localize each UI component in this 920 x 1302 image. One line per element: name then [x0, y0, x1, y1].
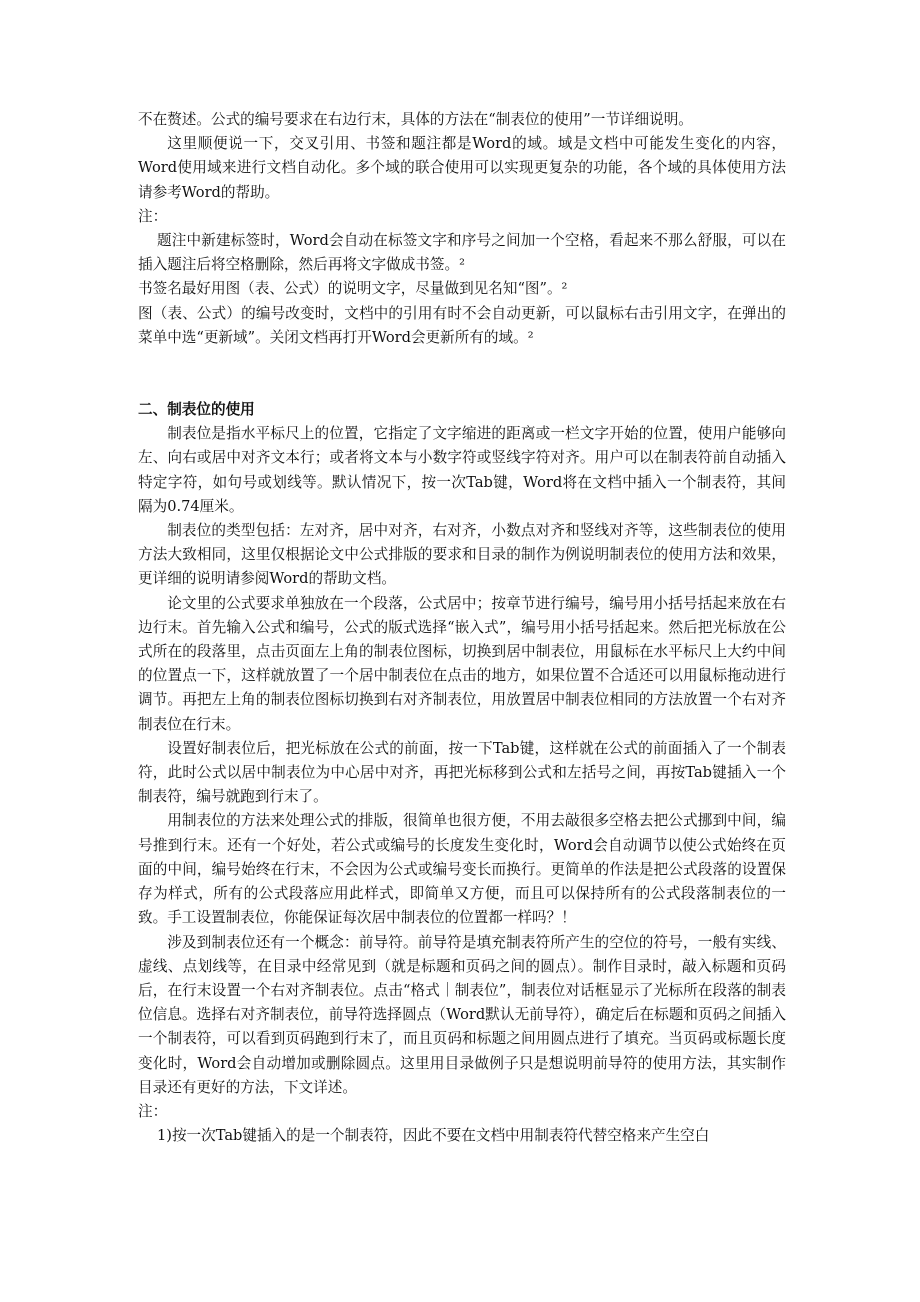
paragraph-tab-benefits: 用制表位的方法来处理公式的排版，很简单也很方便，不用去敲很多空格去把公式挪到中间，编号推到行末。还有一个好处，若公式或编号的长度发生变化时，Word会自动调节以使公式始终在页面的中间，编号始终在行末，不会因为公式或编号变长而换行。更简单的作法是把公式段落的设置保存为样式，所有的公式段落应用此样式，即简单又方便，而且可以保持所有的公式段落制表位的一致。手工设置制表位，你能保证每次居中制表位的位置都一样吗？！ — [138, 812, 786, 927]
paragraph-tab-types: 制表位的类型包括：左对齐，居中对齐，右对齐，小数点对齐和竖线对齐等，这些制表位的使用方法大致相同，这里仅根据论文中公式排版的要求和目录的制作为例说明制表位的使用方法和效果，更详细的说明请参阅Word的帮助文档。 — [138, 522, 786, 588]
note-item-1: 题注中新建标签时，Word会自动在标签文字和序号之间加一个空格，看起来不那么舒服，可以在插入题注后将空格删除，然后再将文字做成书签。² — [138, 232, 786, 274]
paragraph-continuation: 不在赘述。公式的编号要求在右边行末，具体的方法在“制表位的使用”一节详细说明。 — [138, 111, 693, 128]
paragraph-formula-layout: 论文里的公式要求单独放在一个段落，公式居中；按章节进行编号，编号用小括号括起来放在右边行末。首先输入公式和编号，公式的版式选择“嵌入式”，编号用小括号括起来。然后把光标放在公式所在的段落里，点击页面左上角的制表位图标，切换到居中制表位，用鼠标在水平标尺上大约中间的位置点一下，这样就放置了一个居中制表位在点击的地方，如果位置不合适还可以用鼠标拖动进行调节。再把左上角的制表位图标切换到右对齐制表位，用放置居中制表位相同的方法放置一个右对齐制表位在行末。 — [138, 594, 786, 733]
note-item-tab: 1)按一次Tab键插入的是一个制表符，因此不要在文档中用制表符代替空格来产生空白 — [156, 1127, 710, 1145]
paragraph-fields: 这里顺便说一下，交叉引用、书签和题注都是Word的域。域是文档中可能发生变化的内容，Word使用域来进行文档自动化。多个域的联合使用可以实现更复杂的功能，各个域的具体使用方法请参考Word的帮助。 — [138, 135, 786, 201]
section-heading: 二、制表位的使用 — [138, 401, 255, 419]
document-page — [138, 108, 786, 1148]
note-item-2: 书签名最好用图（表、公式）的说明文字，尽量做到见名知“图”。² — [138, 280, 568, 298]
paragraph-leader: 涉及到制表位还有一个概念：前导符。前导符是填充制表符所产生的空位的符号，一般有实线、虚线、点划线等，在目录中经常见到（就是标题和页码之间的圆点）。制作目录时，敲入标题和页码后，在行末设置一个右对齐制表位。点击“格式｜制表位”，制表位对话框显示了光标所在段落的制表位信息。选择右对齐制表位，前导符选择圆点（Word默认无前导符），确定后在标题和页码之间插入一个制表符，可以看到页码跑到行末了，而且页码和标题之间用圆点进行了填充。当页码或标题长度变化时，Word会自动增加或删除圆点。这里用目录做例子只是想说明前导符的使用方法，其实制作目录还有更好的方法，下文详述。 — [138, 933, 786, 1096]
section-spacer — [138, 350, 786, 398]
paragraph-tab-setup: 设置好制表位后，把光标放在公式的前面，按一下Tab键，这样就在公式的前面插入了一个制表符，此时公式以居中制表位为中心居中对齐，再把光标移到公式和左括号之间，再按Tab键插入一个制表符，编号就跑到行末了。 — [138, 739, 786, 806]
note-label-2: 注： — [138, 1102, 168, 1120]
note-item-3: 图（表、公式）的编号改变时，文档中的引用有时不会自动更新，可以鼠标右击引用文字，在弹出的菜单中选“更新域”。关闭文档再打开Word会更新所有的域。² — [138, 304, 786, 346]
note-label: 注： — [138, 207, 168, 225]
paragraph-tab-definition: 制表位是指水平标尺上的位置，它指定了文字缩进的距离或一栏文字开始的位置，使用户能够向左、向右或居中对齐文本行；或者将文本与小数字符或竖线字符对齐。用户可以在制表符前自动插入特定字符，如句号或划线等。默认情况下，按一次Tab键，Word将在文档中插入一个制表符，其间隔为0.74厘米。 — [138, 425, 786, 515]
